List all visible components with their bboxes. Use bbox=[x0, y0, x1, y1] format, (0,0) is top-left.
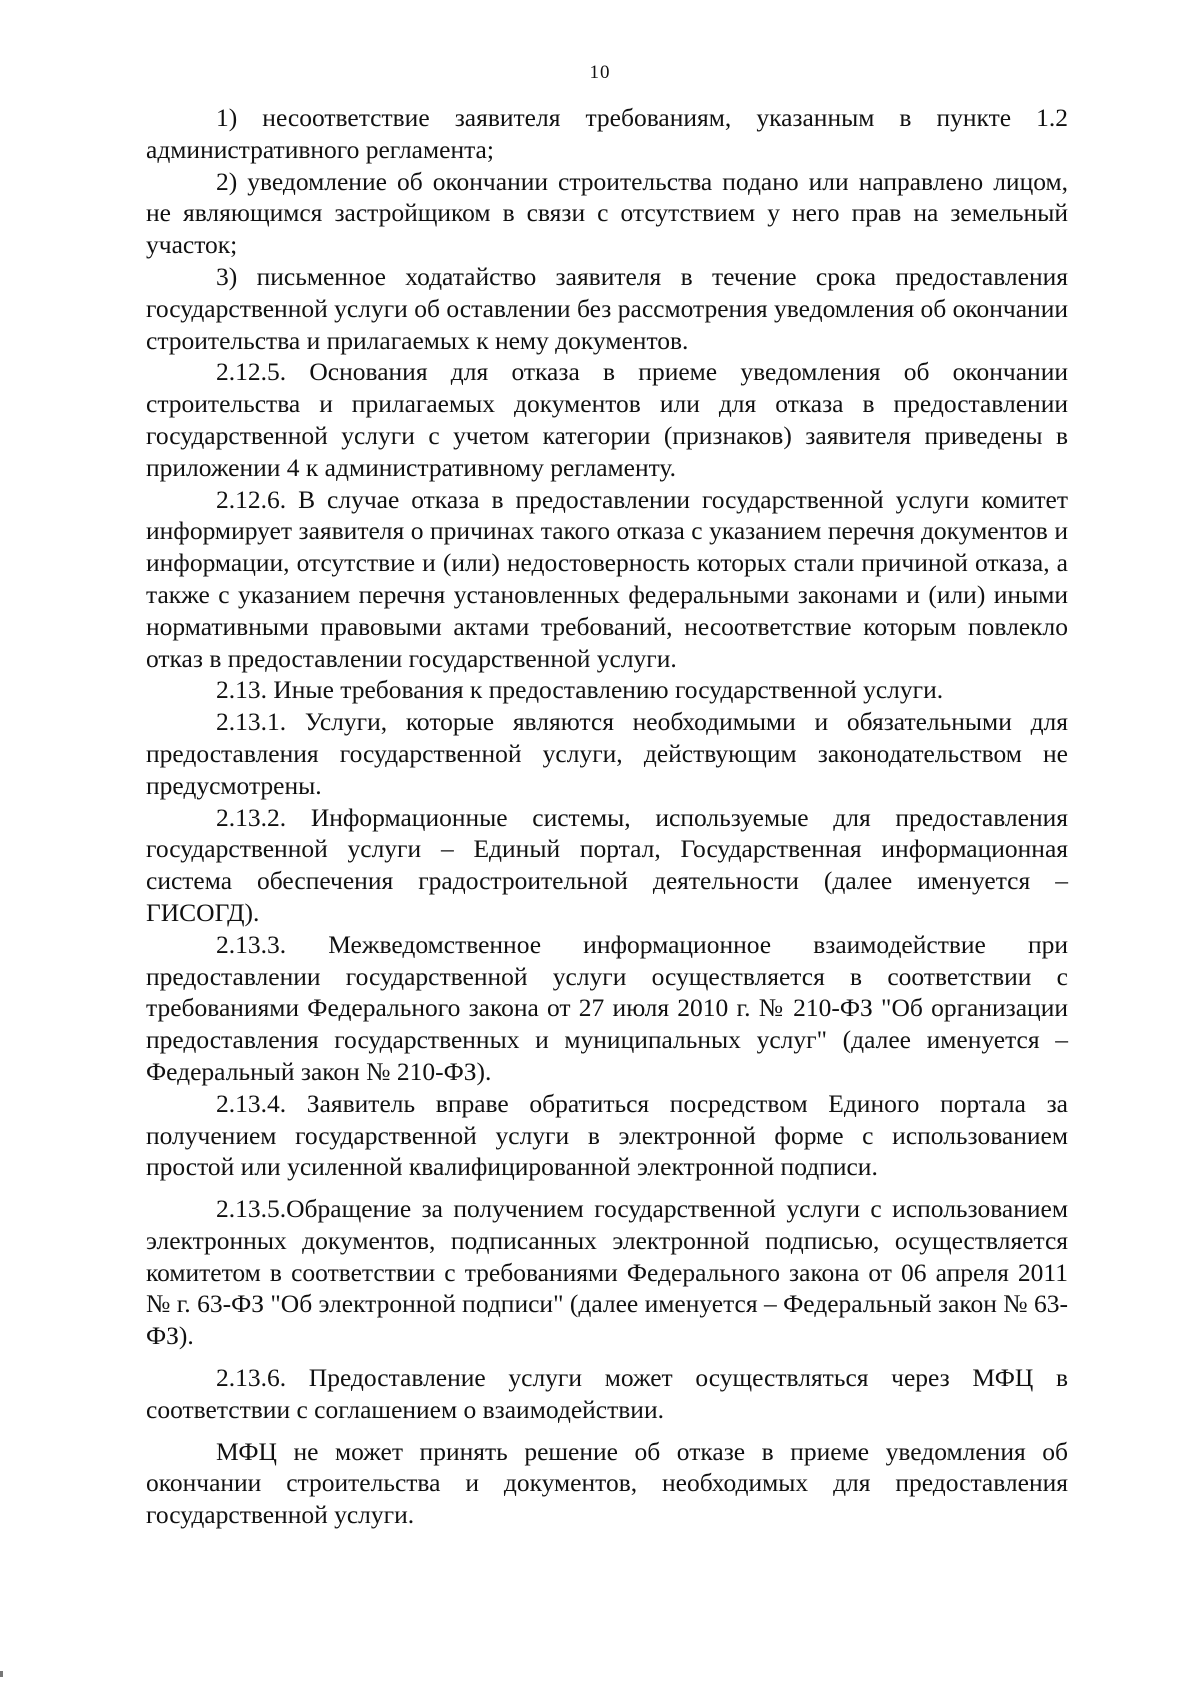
paragraph-mfc: МФЦ не может принять решение об отказе в приеме уведомления об окончании строительства и документов, необходимых для предоставления государственной услуги. bbox=[146, 1436, 1068, 1530]
paragraph-item-2: 2) уведомление об окончании строительства подано или направлено лицом, не являющимся застройщиком в связи с отсутствием у него прав на земельный участок; bbox=[146, 166, 1068, 260]
paragraph-2-13: 2.13. Иные требования к предоставлению государственной услуги. bbox=[216, 675, 944, 705]
paragraph-2-13-2: 2.13.2. Информационные системы, используемые для предоставления государственной услуги – Единый портал, Государственная информационная система обеспечения градостроительной деятельности (далее именуется – ГИСОГД). bbox=[146, 802, 1068, 927]
paragraph-2-13-5: 2.13.5.Обращение за получением государственной услуги с использованием электронных документов, подписанных электронной подписью, осуществляется комитетом в соответствии с требованиями Федерального закона от 06 апреля 2011 № г. 63-ФЗ "Об электронной подписи" (далее именуется – Федеральный закон № 63-ФЗ). bbox=[146, 1194, 1068, 1351]
paragraph-item-1: 1) несоответствие заявителя требованиям, указанным в пункте 1.2 административного регламента; bbox=[146, 103, 1068, 164]
document-body bbox=[146, 102, 1068, 1531]
paragraph-2-13-1: 2.13.1. Услуги, которые являются необходимыми и обязательными для предоставления государственной услуги, действующим законодательством не предусмотрены. bbox=[146, 707, 1068, 800]
paragraph-2-13-4: 2.13.4. Заявитель вправе обратиться посредством Единого портала за получением государственной услуги в электронной форме с использованием простой или усиленной квалифицированной электронной подписи. bbox=[146, 1088, 1068, 1182]
paragraph-2-12-5: 2.12.5. Основания для отказа в приеме уведомления об окончании строительства и прилагаемых документов или для отказа в предоставлении государственной услуги с учетом категории (признаков) заявителя приведены в приложении 4 к административному регламенту. bbox=[146, 357, 1068, 482]
scan-artifact bbox=[0, 1671, 3, 1677]
paragraph-2-13-3: 2.13.3. Межведомственное информационное взаимодействие при предоставлении государственной услуги осуществляется в соответствии с требованиями Федерального закона от 27 июля 2010 г. № 210-ФЗ "Об организации предоставления государственных и муниципальных услуг" (далее именуется – Федеральный закон № 210-ФЗ). bbox=[146, 929, 1068, 1086]
paragraph-2-13-6: 2.13.6. Предоставление услуги может осуществляться через МФЦ в соответствии с соглашением о взаимодействии. bbox=[146, 1363, 1068, 1424]
paragraph-item-3: 3) письменное ходатайство заявителя в течение срока предоставления государственной услуги об оставлении без рассмотрения уведомления об окончании строительства и прилагаемых к нему документов. bbox=[146, 261, 1068, 355]
paragraph-2-12-6: 2.12.6. В случае отказа в предоставлении государственной услуги комитет информирует заявителя о причинах такого отказа с указанием перечня документов и информации, отсутствие и (или) недостоверность которых стали причиной отказа, а также с указанием перечня установленных федеральными законами и (или) иными нормативными правовыми актами требований, несоответствие которым повлекло отказ в предоставлении государственной услуги. bbox=[146, 484, 1068, 673]
page-number: 10 bbox=[589, 62, 611, 83]
